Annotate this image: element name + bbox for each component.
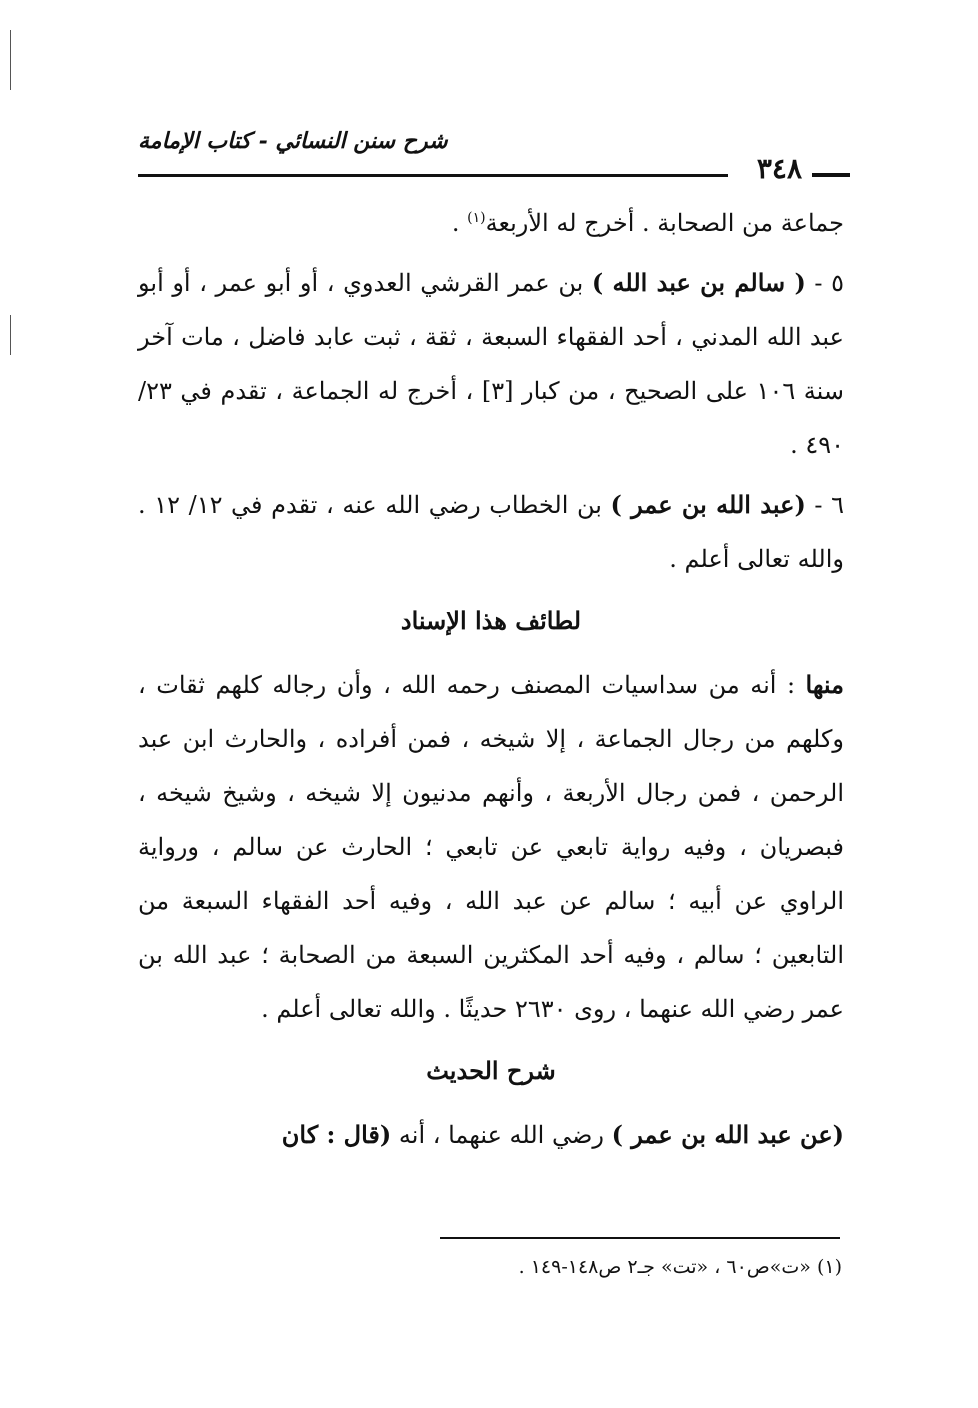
narrator-entry-5 <box>138 256 844 472</box>
footnote-rule <box>440 1237 840 1239</box>
paragraph-companions <box>138 196 844 250</box>
paragraph-commentary <box>138 1108 844 1162</box>
page-number: ٣٤٨ <box>756 152 802 185</box>
paragraph-lead: منها <box>805 670 844 699</box>
scan-edge-mark-middle <box>10 315 11 355</box>
header-rule <box>138 174 728 177</box>
narrator-name: ( سالم بن عبد الله ) <box>591 268 806 297</box>
entry-text: بن الخطاب رضي الله عنه ، تقدم في ١٢/ ١٢ . والله تعالى أعلم . <box>138 491 844 573</box>
footnote: (١) «ت»ص٦٠ ، «تت» جـ٢ ص١٤٨-١٤٩ . <box>518 1256 842 1278</box>
running-title: شرح سنن النسائي - كتاب الإمامة <box>138 128 448 154</box>
narrator-name: (عبد الله بن عمر ) <box>610 490 806 519</box>
narrator-entry-6 <box>138 478 844 586</box>
footnote-ref: (١) <box>467 210 486 226</box>
paragraph-text: رضي الله عنهما ، أنه <box>391 1121 612 1149</box>
entry-text: بن عمر القرشي العدوي ، أو أبو عمر ، أو أبو عبد الله المدني ، أحد الفقهاء السبعة ، ثقة ، ثبت عابد فاضل ، مات آخر سنة ١٠٦ على الصحيح ، من كبار [٣] ، أخرج له الجماعة ، تقدم في ٢٣/ ٤٩٠ . <box>138 269 844 459</box>
narrator-name: (عن عبد الله بن عمر ) <box>611 1120 844 1149</box>
paragraph-isnad-notes <box>138 658 844 1036</box>
paragraph-end: . <box>451 209 468 237</box>
section-heading-isnad: لطائف هذا الإسناد <box>400 606 582 635</box>
entry-number: ٥ - <box>805 269 845 297</box>
section-heading-commentary: شرح الحديث <box>426 1056 556 1085</box>
paragraph-text: جماعة من الصحابة . أخرج له الأربعة <box>485 209 844 237</box>
page-header <box>138 128 850 185</box>
main-text <box>138 196 844 1162</box>
quote-start: (قال : كان <box>281 1120 392 1149</box>
page-number-dash <box>812 173 850 177</box>
paragraph-text: : أنه من سداسيات المصنف رحمه الله ، وأن رجاله كلهم ثقات ، وكلهم من رجال الجماعة ، إلا شيخه ، فمن أفراده ، والحارث ابن عبد الرحمن ، فمن رجال الأربعة ، وأنهم مدنيون إلا شيخه ، وشيخ شيخه ، فبصريان ، وفيه رواية تابعي عن تابعي ؛ الحارث عن سالم ، ورواية الراوي عن أبيه ؛ سالم عن عبد الله ، وفيه أحد الفقهاء السبعة من التابعين ؛ سالم ، وفيه أحد المكثرين السبعة من الصحابة ؛ عبد الله بن عمر رضي الله عنهما ، روى ٢٦٣٠ حديثًا . والله تعالى أعلم . <box>138 671 845 1023</box>
entry-number: ٦ - <box>805 491 844 519</box>
scan-edge-mark-top <box>10 30 11 90</box>
